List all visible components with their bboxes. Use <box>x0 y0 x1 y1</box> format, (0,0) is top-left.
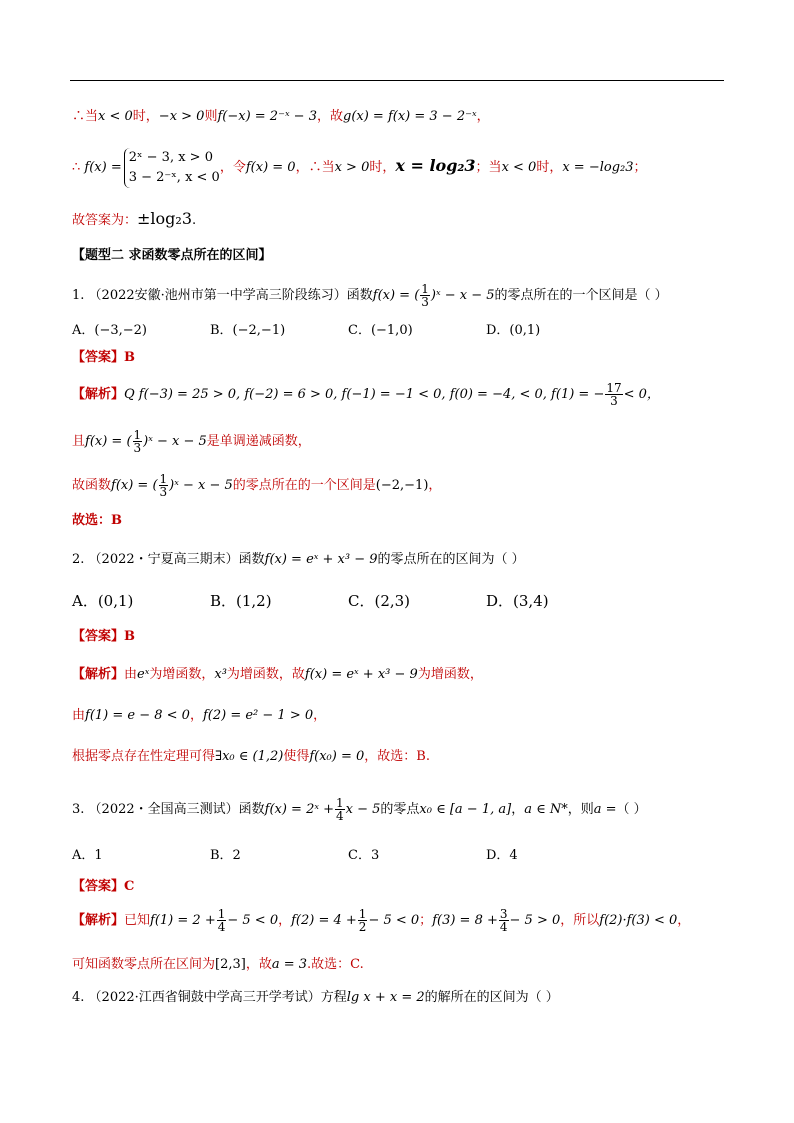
text: ， <box>189 708 203 723</box>
option-d: D．(3,4) <box>486 592 549 610</box>
denominator: 4 <box>217 920 226 934</box>
text: ，故选：B. <box>364 749 430 764</box>
q1-explanation-2 <box>72 428 311 456</box>
denominator: 3 <box>133 441 142 455</box>
q2-answer: 【答案】B <box>72 629 135 644</box>
text: 的零点所在的一个区间是 <box>232 478 376 493</box>
math: x < 0 <box>98 109 133 124</box>
denominator: 3 <box>610 394 618 408</box>
text: 由 <box>124 667 138 682</box>
question-1 <box>72 282 668 310</box>
fraction <box>335 797 345 822</box>
option-a: A．(−3,−2) <box>72 323 147 338</box>
text: 已知 <box>124 913 151 928</box>
text: 故函数 <box>72 478 112 493</box>
text: 时， <box>132 109 159 124</box>
option-a: A．1 <box>72 848 103 863</box>
q2-explanation-3 <box>72 748 430 766</box>
math: (−2,−1) <box>375 478 429 493</box>
text: 为增函数， <box>149 667 215 682</box>
case-2: 3 − 2⁻ˣ, x < 0 <box>128 169 220 185</box>
math: g(x) = f(x) = 3 − 2⁻ˣ <box>343 109 477 124</box>
text: 时， <box>369 160 396 175</box>
question-number: 4. <box>72 990 85 1005</box>
text: 的解所在的区间为（ ） <box>424 990 559 1005</box>
math: f(x₀) = 0 <box>309 749 365 764</box>
text: 的零点所在的区间为（ ） <box>377 552 525 567</box>
text: ， <box>278 913 292 928</box>
text: ， <box>476 109 490 124</box>
numerator: 1 <box>133 428 142 442</box>
math: a ∈ N* <box>524 802 568 817</box>
math: )ˣ − x − 5 <box>169 478 233 493</box>
text: . <box>192 213 197 228</box>
math: f(x) = 0 <box>245 160 296 175</box>
question-source: （2022・宁夏高三期末）函数 <box>88 552 265 567</box>
fraction <box>499 908 509 933</box>
fraction <box>217 908 227 933</box>
math: a = <box>593 802 617 817</box>
text: ，故 <box>245 957 272 972</box>
fraction <box>159 473 169 498</box>
math: −x > 0 <box>158 109 205 124</box>
math: x = log₂3 <box>395 156 476 175</box>
denominator: 4 <box>499 920 508 934</box>
math: f(x) = eˣ + x³ − 9 <box>304 667 418 682</box>
q1-answer: 【答案】B <box>72 350 135 365</box>
q1-selection: 故选：B <box>72 513 122 528</box>
math: )ˣ − x − 5 <box>143 434 207 449</box>
q3-answer: 【答案】C <box>72 879 135 894</box>
text: 使得 <box>283 749 310 764</box>
q3-explanation-1 <box>72 906 690 936</box>
text: ， <box>428 478 442 493</box>
text: （ ） <box>616 802 647 817</box>
math: ±log₂3 <box>137 209 193 228</box>
question-number: 1. <box>72 288 85 303</box>
math: lg x + x = 2 <box>346 990 425 1005</box>
piecewise-brace <box>124 148 220 188</box>
fraction <box>420 283 430 308</box>
math: f(x) = ( <box>111 478 158 493</box>
option-c: C．(−1,0) <box>348 323 413 338</box>
math: x = −log₂3 <box>562 160 634 175</box>
numerator: 17 <box>606 381 622 395</box>
question-4 <box>72 989 559 1007</box>
option-b: B．(−2,−1) <box>210 323 286 338</box>
math: f(x) = eˣ + x³ − 9 <box>264 552 378 567</box>
math: x < 0 <box>501 160 537 175</box>
math: x³ <box>214 667 227 682</box>
math: − 5 < 0 <box>227 913 279 928</box>
section-heading: 【题型二 求函数零点所在的区间】 <box>72 248 272 263</box>
math: f(x) = 2ˣ + <box>264 802 334 817</box>
math: Q f(−3) = 25 > 0, f(−2) = 6 > 0, f(−1) = −1 < 0, f(0) = −4, < 0, f(1) = − <box>124 387 605 402</box>
solution-line-1 <box>72 108 490 126</box>
math: f(1) = e − 8 < 0 <box>85 708 190 723</box>
math: eˣ <box>137 667 150 682</box>
q2-explanation-2 <box>72 707 326 725</box>
denominator: 4 <box>336 809 344 823</box>
q3-explanation-2 <box>72 956 364 974</box>
math: f(3) = 8 + <box>432 913 498 928</box>
option-a: A．(0,1) <box>72 592 134 610</box>
text: ∴ <box>72 160 81 175</box>
text: 是单调递减函数， <box>206 434 311 449</box>
question-source: （2022·江西省铜鼓中学高三开学考试）方程 <box>88 990 347 1005</box>
fraction <box>358 908 368 933</box>
q1-explanation-3 <box>72 472 441 500</box>
q3-options <box>72 847 624 865</box>
option-d: D．4 <box>486 848 518 863</box>
numerator: 1 <box>421 282 429 296</box>
question-number: 3. <box>72 802 85 817</box>
text: 为增函数，故 <box>226 667 305 682</box>
text: 的零点所在的一个区间是（ ） <box>494 288 668 303</box>
answer-line <box>72 210 196 230</box>
question-source: （2022安徽·池州市第一中学高三阶段练习）函数 <box>88 288 373 303</box>
fraction <box>133 429 143 454</box>
text: 可知函数零点所在区间为 <box>72 957 216 972</box>
question-source: （2022・全国高三测试）函数 <box>88 802 265 817</box>
q1-options <box>72 322 624 340</box>
q1-explanation-1 <box>72 380 660 410</box>
q2-options <box>72 592 624 610</box>
option-c: C．(2,3) <box>348 592 411 610</box>
math: [2,3] <box>215 957 246 972</box>
math: − 5 < 0 <box>368 913 420 928</box>
math: f(2)·f(3) < 0 <box>599 913 678 928</box>
denominator: 2 <box>358 920 367 934</box>
math: f(2) = e² − 1 > 0 <box>202 708 314 723</box>
math: x₀ ∈ [a − 1, a] <box>419 802 512 817</box>
math: ∃x₀ ∈ (1,2) <box>215 749 284 764</box>
math: < 0， <box>623 387 660 402</box>
option-d: D．(0,1) <box>486 323 541 338</box>
numerator: 1 <box>217 907 226 921</box>
question-2 <box>72 551 525 569</box>
math: − 5 > 0 <box>509 913 561 928</box>
numerator: 3 <box>499 907 508 921</box>
option-b: B．(1,2) <box>210 592 272 610</box>
text: ， <box>511 802 525 817</box>
math: f(x) = ( <box>85 434 132 449</box>
denominator: 3 <box>159 485 168 499</box>
question-number: 2. <box>72 552 85 567</box>
math: f(−x) = 2⁻ˣ − 3 <box>217 109 317 124</box>
text: ，故 <box>316 109 343 124</box>
q2-explanation-1 <box>72 666 483 684</box>
fraction <box>605 382 622 407</box>
text: 的零点 <box>380 802 420 817</box>
text: 故答案为： <box>72 213 138 228</box>
text: ； <box>419 913 433 928</box>
label: 【解析】 <box>72 913 125 928</box>
text: 为增函数， <box>417 667 483 682</box>
text: ，则 <box>567 802 594 817</box>
denominator: 3 <box>421 295 429 309</box>
case-1: 2ˣ − 3, x > 0 <box>128 149 213 165</box>
solution-line-2 <box>72 146 647 188</box>
text: ，所以 <box>560 913 600 928</box>
header-rule <box>70 80 724 81</box>
text: ， <box>677 913 691 928</box>
text: .故选：C. <box>307 957 364 972</box>
numerator: 1 <box>358 907 367 921</box>
text: 则 <box>204 109 218 124</box>
numerator: 1 <box>159 472 168 486</box>
question-3 <box>72 796 647 824</box>
text: ∴当 <box>72 109 99 124</box>
option-b: B．2 <box>210 848 241 863</box>
option-c: C．3 <box>348 848 380 863</box>
math: f(1) = 2 + <box>150 913 216 928</box>
numerator: 1 <box>336 796 344 810</box>
math: f(2) = 4 + <box>291 913 357 928</box>
text: ，令 <box>219 160 246 175</box>
math: f(x) = ( <box>372 288 420 303</box>
math: x − 5 <box>345 802 381 817</box>
math: a = 3 <box>271 957 308 972</box>
text: ； <box>633 160 647 175</box>
label: 【解析】 <box>72 387 125 402</box>
label: 【解析】 <box>72 667 125 682</box>
math: x > 0 <box>334 160 370 175</box>
text: 由 <box>72 708 86 723</box>
text: ；当 <box>475 160 502 175</box>
text: ， <box>313 708 327 723</box>
text: 且 <box>72 434 86 449</box>
math: f(x) = <box>84 160 122 175</box>
text: 根据零点存在性定理可得 <box>72 749 216 764</box>
math: )ˣ − x − 5 <box>430 288 495 303</box>
text: ，∴当 <box>295 160 335 175</box>
text: 时， <box>536 160 563 175</box>
